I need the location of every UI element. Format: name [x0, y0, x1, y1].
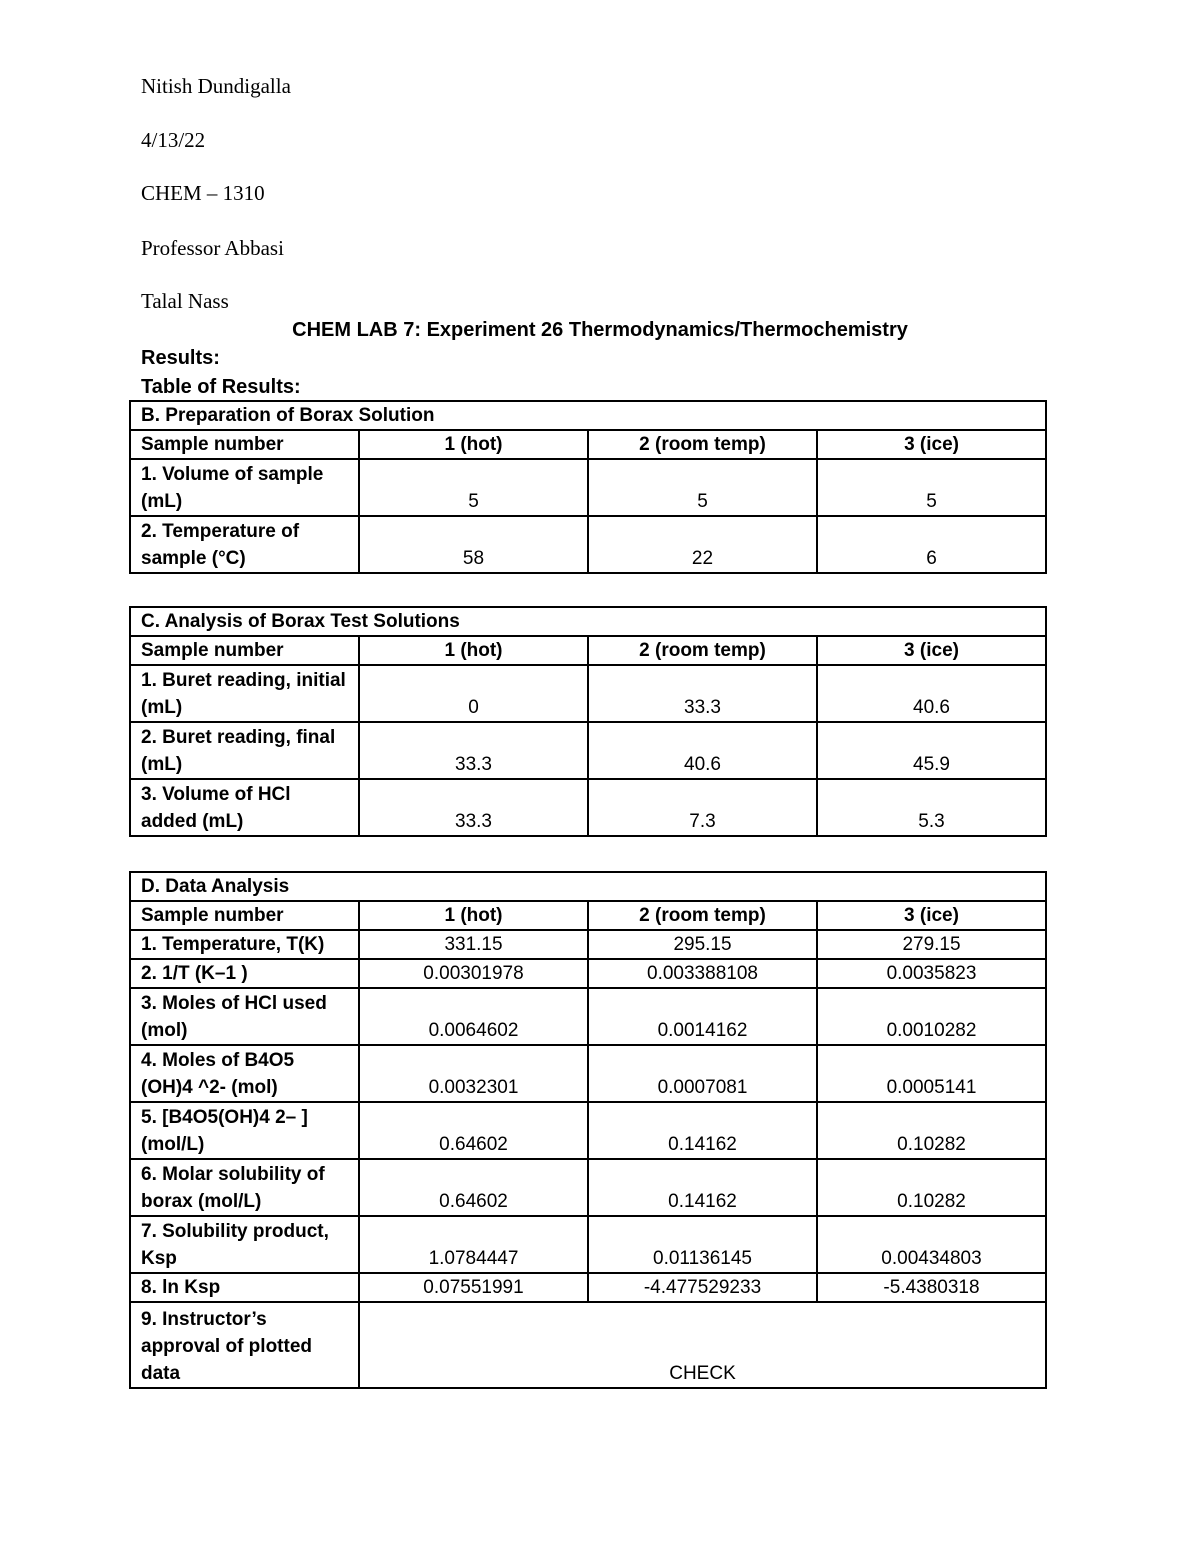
table-cell: -4.477529233 [588, 1273, 817, 1302]
lab-title: CHEM LAB 7: Experiment 26 Thermodynamics/Thermochemistry [292, 319, 908, 341]
table-cell: 7.3 [588, 779, 817, 836]
header-row [130, 636, 1046, 665]
table-cell: 40.6 [817, 665, 1046, 722]
table-cell: 0.0005141 [817, 1045, 1046, 1102]
table-cell: 0 [359, 665, 588, 722]
table-row [130, 516, 1046, 573]
table-cell: 5 [359, 459, 588, 516]
table-cell: 0.14162 [588, 1159, 817, 1216]
header-row [130, 430, 1046, 459]
table-cell: 6 [817, 516, 1046, 573]
section-title: D. Data Analysis [130, 872, 1046, 901]
table-cell: 0.0014162 [588, 988, 817, 1045]
table-row [130, 722, 1046, 779]
table-cell: 5.3 [817, 779, 1046, 836]
section-row [130, 872, 1046, 901]
table-row [130, 665, 1046, 722]
row-label: 2. Temperature of sample (°C) [130, 516, 359, 573]
table-cell: 0.0064602 [359, 988, 588, 1045]
section-row [130, 607, 1046, 636]
row-label: 1. Temperature, T(K) [130, 930, 359, 959]
header-cell: 2 (room temp) [588, 636, 817, 665]
table-cell: 295.15 [588, 930, 817, 959]
header-row [130, 901, 1046, 930]
header-cell: 3 (ice) [817, 430, 1046, 459]
table-cell: 0.10282 [817, 1102, 1046, 1159]
table-row [130, 1102, 1046, 1159]
approval-row [130, 1302, 1046, 1388]
table-cell: 33.3 [359, 722, 588, 779]
partner-name: Talal Nass [141, 289, 229, 313]
header-cell: 2 (room temp) [588, 430, 817, 459]
table-row [130, 930, 1046, 959]
table-cell: 0.14162 [588, 1102, 817, 1159]
table-cell: 331.15 [359, 930, 588, 959]
table-row [130, 988, 1046, 1045]
row-label: 2. 1/T (K–1 ) [130, 959, 359, 988]
header-cell: Sample number [130, 901, 359, 930]
table-row [130, 1045, 1046, 1102]
table-cell: 0.0035823 [817, 959, 1046, 988]
header-cell: Sample number [130, 430, 359, 459]
header-cell: 3 (ice) [817, 901, 1046, 930]
report-date: 4/13/22 [141, 128, 206, 152]
header-cell: 1 (hot) [359, 636, 588, 665]
table-of-results-heading: Table of Results: [141, 376, 301, 398]
header-cell: Sample number [130, 636, 359, 665]
table-cell: 5 [588, 459, 817, 516]
row-label: 9. Instructor’s approval of plotted data [130, 1302, 359, 1388]
table-row [130, 959, 1046, 988]
row-label: 1. Volume of sample (mL) [130, 459, 359, 516]
table-cell: 0.64602 [359, 1102, 588, 1159]
table-row [130, 1159, 1046, 1216]
row-label: 3. Volume of HCl added (mL) [130, 779, 359, 836]
section-title: C. Analysis of Borax Test Solutions [130, 607, 1046, 636]
header-cell: 1 (hot) [359, 901, 588, 930]
row-label: 8. ln Ksp [130, 1273, 359, 1302]
table-cell: 33.3 [359, 779, 588, 836]
student-name: Nitish Dundigalla [141, 74, 291, 98]
table-cell: 0.0007081 [588, 1045, 817, 1102]
section-row [130, 401, 1046, 430]
table-cell: 0.64602 [359, 1159, 588, 1216]
row-label: 7. Solubility product, Ksp [130, 1216, 359, 1273]
header-cell: 3 (ice) [817, 636, 1046, 665]
table-row [130, 459, 1046, 516]
professor-name: Professor Abbasi [141, 236, 284, 260]
row-label: 1. Buret reading, initial (mL) [130, 665, 359, 722]
table-cell: 1.0784447 [359, 1216, 588, 1273]
row-label: 4. Moles of B4O5 (OH)4 ^2- (mol) [130, 1045, 359, 1102]
table-row [130, 1273, 1046, 1302]
table-cell: 5 [817, 459, 1046, 516]
table-cell: 0.10282 [817, 1159, 1046, 1216]
row-label: 6. Molar solubility of borax (mol/L) [130, 1159, 359, 1216]
table-cell: 0.00301978 [359, 959, 588, 988]
table-borax-preparation [129, 400, 1047, 574]
table-cell: 40.6 [588, 722, 817, 779]
table-cell: 0.01136145 [588, 1216, 817, 1273]
header-cell: 2 (room temp) [588, 901, 817, 930]
table-cell: 58 [359, 516, 588, 573]
table-cell: 0.003388108 [588, 959, 817, 988]
table-cell: 279.15 [817, 930, 1046, 959]
table-cell: 0.0032301 [359, 1045, 588, 1102]
course-code: CHEM – 1310 [141, 181, 265, 205]
table-cell: 22 [588, 516, 817, 573]
table-data-analysis [129, 871, 1047, 1389]
table-row [130, 1216, 1046, 1273]
header-cell: 1 (hot) [359, 430, 588, 459]
row-label: 3. Moles of HCl used (mol) [130, 988, 359, 1045]
table-cell: 33.3 [588, 665, 817, 722]
table-cell: 45.9 [817, 722, 1046, 779]
table-row [130, 779, 1046, 836]
approval-value: CHECK [359, 1302, 1046, 1388]
table-cell: 0.07551991 [359, 1273, 588, 1302]
table-cell: 0.00434803 [817, 1216, 1046, 1273]
row-label: 5. [B4O5(OH)4 2– ] (mol/L) [130, 1102, 359, 1159]
row-label: 2. Buret reading, final (mL) [130, 722, 359, 779]
table-cell: 0.0010282 [817, 988, 1046, 1045]
results-heading: Results: [141, 347, 220, 369]
table-borax-analysis [129, 606, 1047, 837]
table-cell: -5.4380318 [817, 1273, 1046, 1302]
section-title: B. Preparation of Borax Solution [130, 401, 1046, 430]
